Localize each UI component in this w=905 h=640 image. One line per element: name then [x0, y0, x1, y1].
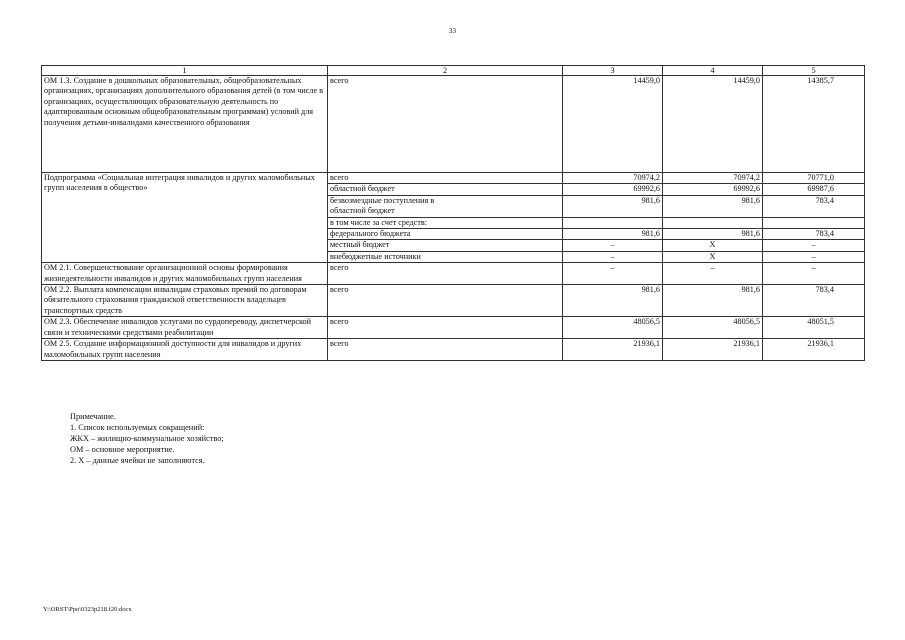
row-source: всего	[328, 263, 563, 285]
table-row-om23	[42, 317, 865, 339]
row-source: всего	[328, 76, 563, 173]
cell-col3: –	[563, 240, 663, 251]
notes-line: 2. Х – данные ячейки не заполняются.	[70, 456, 205, 465]
row-source: в том числе за счет средств:	[328, 217, 563, 228]
cell-col5	[763, 217, 865, 228]
cell-col4: Х	[663, 251, 763, 262]
cell-col5: 783,4	[763, 285, 865, 317]
table-row-om13	[42, 76, 865, 173]
col-header-3: 3	[563, 66, 663, 76]
cell-col5: –	[763, 263, 865, 285]
cell-col4: 981,6	[663, 229, 763, 240]
cell-col3: 981,6	[563, 229, 663, 240]
cell-col5: 14385,7	[763, 76, 865, 173]
cell-col5: 70771,0	[763, 173, 865, 184]
cell-col5: –	[763, 251, 865, 262]
cell-col3: 69992,6	[563, 184, 663, 195]
table-row-om21	[42, 263, 865, 285]
notes-title: Примечание.	[70, 412, 116, 421]
row-source: всего	[328, 285, 563, 317]
row-source: внебюджетные источники	[328, 251, 563, 262]
budget-table	[41, 65, 865, 361]
cell-col4: 48056,5	[663, 317, 763, 339]
cell-col5: 783,4	[763, 229, 865, 240]
row-name: ОМ 2.2. Выплата компенсации инвалидам страховых премий по договорам обязательного страхования гражданской ответственности владельцев транспортных средств	[42, 285, 328, 317]
cell-col4: –	[663, 263, 763, 285]
row-name: ОМ 2.5. Создание информационной доступности для инвалидов и других маломобильных групп населения	[42, 339, 328, 361]
subprogram-name: Подпрограмма «Социальная интеграция инвалидов и других маломобильных групп населения в общество»	[42, 173, 328, 263]
cell-col3: –	[563, 263, 663, 285]
cell-col3: 21936,1	[563, 339, 663, 361]
cell-col3	[563, 217, 663, 228]
notes-block	[70, 411, 224, 466]
file-path-footer: Y:\ORST\Ppo\0323p218.f20.docx	[43, 606, 132, 613]
page-number: 33	[449, 27, 456, 35]
cell-col5: 48051,5	[763, 317, 865, 339]
row-source: федерального бюджета	[328, 229, 563, 240]
row-source: всего	[328, 317, 563, 339]
notes-line: 1. Список используемых сокращений:	[70, 423, 205, 432]
col-header-4: 4	[663, 66, 763, 76]
cell-col4: 981,6	[663, 195, 763, 217]
table-row-om25	[42, 339, 865, 361]
cell-col4: 70974,2	[663, 173, 763, 184]
table-row-om22	[42, 285, 865, 317]
cell-col3: 14459,0	[563, 76, 663, 173]
cell-col5: –	[763, 240, 865, 251]
cell-col4	[663, 217, 763, 228]
notes-line: ОМ – основное мероприятие.	[70, 445, 175, 454]
row-source: областной бюджет	[328, 184, 563, 195]
row-source: всего	[328, 173, 563, 184]
cell-col5: 21936,1	[763, 339, 865, 361]
row-source: всего	[328, 339, 563, 361]
cell-col5: 783,4	[763, 195, 865, 217]
cell-col3: –	[563, 251, 663, 262]
cell-col5: 69987,6	[763, 184, 865, 195]
row-source: безвозмездные поступления в областной бюджет	[328, 195, 563, 217]
cell-col4: 981,6	[663, 285, 763, 317]
col-header-5: 5	[763, 66, 865, 76]
cell-col3: 70974,2	[563, 173, 663, 184]
cell-col4: 69992,6	[663, 184, 763, 195]
col-header-1: 1	[42, 66, 328, 76]
cell-col4: 21936,1	[663, 339, 763, 361]
table-header-row	[42, 66, 865, 76]
row-name: ОМ 2.3. Обеспечение инвалидов услугами по сурдопереводу, диспетчерской связи и техническими средствами реабилитации	[42, 317, 328, 339]
col-header-2: 2	[328, 66, 563, 76]
cell-col3: 48056,5	[563, 317, 663, 339]
table-row-subprogram	[42, 173, 865, 184]
row-name: ОМ 1.3. Создание в дошкольных образовательных, общеобразовательных организациях, организациях дополнительного образования детей (в том числе в организациях, осуществляющих образовательную деятельность по адаптированным основным общеобразовательным программам) условий для получения детьми-инвалидами качественного образования	[42, 76, 328, 173]
row-source: местный бюджет	[328, 240, 563, 251]
cell-col4: Х	[663, 240, 763, 251]
cell-col3: 981,6	[563, 195, 663, 217]
cell-col3: 981,6	[563, 285, 663, 317]
row-name: ОМ 2.1. Совершенствование организационной основы формирования жизнедеятельности инвалидов и других маломобильных групп населения	[42, 263, 328, 285]
cell-col4: 14459,0	[663, 76, 763, 173]
notes-line: ЖКХ – жилищно-коммунальное хозяйство;	[70, 434, 224, 443]
